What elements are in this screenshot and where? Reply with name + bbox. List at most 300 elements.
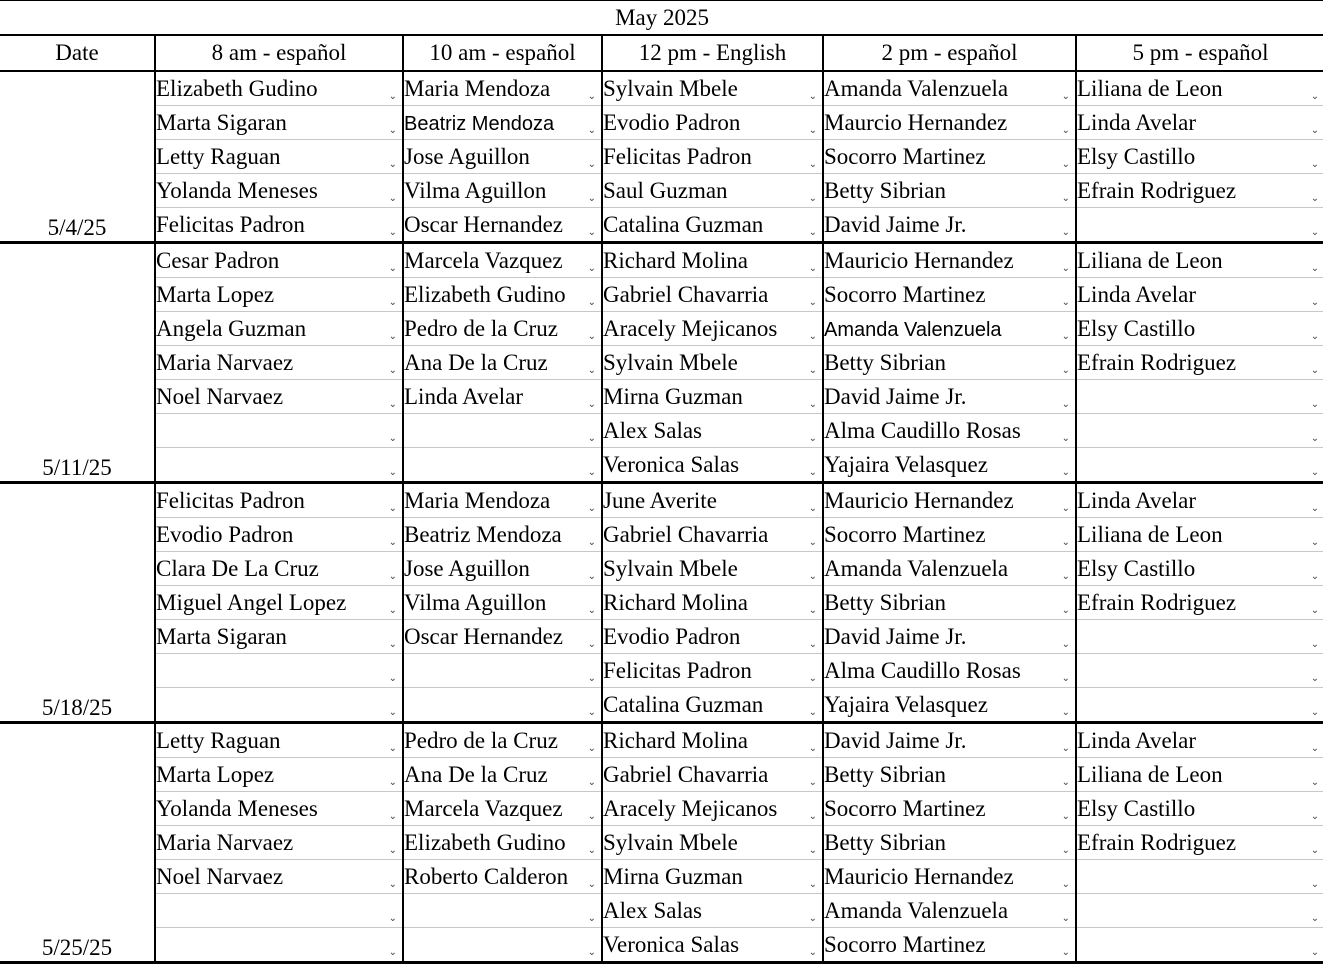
- chevron-down-icon[interactable]: ⌄: [808, 639, 817, 650]
- chevron-down-icon[interactable]: ⌄: [1061, 227, 1070, 238]
- chevron-down-icon[interactable]: ⌄: [808, 743, 817, 754]
- volunteer-dropdown-cell[interactable]: [823, 174, 1076, 208]
- chevron-down-icon[interactable]: ⌄: [388, 879, 397, 890]
- chevron-down-icon[interactable]: ⌄: [388, 777, 397, 788]
- volunteer-dropdown-cell[interactable]: [155, 208, 403, 243]
- chevron-down-icon[interactable]: ⌄: [1061, 605, 1070, 616]
- volunteer-dropdown-cell[interactable]: [602, 894, 823, 928]
- volunteer-dropdown-cell[interactable]: [403, 414, 602, 448]
- volunteer-dropdown-cell[interactable]: [602, 312, 823, 346]
- chevron-down-icon[interactable]: ⌄: [1061, 503, 1070, 514]
- volunteer-dropdown-cell[interactable]: [1076, 586, 1323, 620]
- volunteer-dropdown-cell[interactable]: [403, 312, 602, 346]
- volunteer-dropdown-cell[interactable]: [155, 243, 403, 278]
- volunteer-dropdown-cell[interactable]: [403, 346, 602, 380]
- volunteer-dropdown-cell[interactable]: [823, 586, 1076, 620]
- volunteer-dropdown-cell[interactable]: [155, 278, 403, 312]
- volunteer-dropdown-cell[interactable]: [1076, 792, 1323, 826]
- volunteer-dropdown-cell[interactable]: [1076, 552, 1323, 586]
- volunteer-name: Gabriel Chavarria: [603, 521, 769, 547]
- volunteer-dropdown-cell[interactable]: [602, 174, 823, 208]
- volunteer-dropdown-cell[interactable]: [403, 106, 602, 140]
- chevron-down-icon[interactable]: ⌄: [808, 537, 817, 548]
- chevron-down-icon[interactable]: ⌄: [388, 193, 397, 204]
- chevron-down-icon[interactable]: ⌄: [388, 605, 397, 616]
- chevron-down-icon[interactable]: ⌄: [808, 879, 817, 890]
- volunteer-name: Maria Narvaez: [156, 829, 294, 855]
- chevron-down-icon[interactable]: ⌄: [1061, 91, 1070, 102]
- table-row: [0, 174, 1323, 208]
- chevron-down-icon[interactable]: ⌄: [808, 467, 817, 478]
- chevron-down-icon[interactable]: ⌄: [388, 743, 397, 754]
- chevron-down-icon[interactable]: ⌄: [1061, 331, 1070, 342]
- volunteer-dropdown-cell[interactable]: [403, 758, 602, 792]
- volunteer-dropdown-cell[interactable]: [602, 860, 823, 894]
- chevron-down-icon[interactable]: ⌄: [388, 365, 397, 376]
- chevron-down-icon[interactable]: ⌄: [1061, 433, 1070, 444]
- chevron-down-icon[interactable]: ⌄: [1061, 913, 1070, 924]
- table-row: [0, 688, 1323, 723]
- volunteer-dropdown-cell[interactable]: [403, 552, 602, 586]
- volunteer-name: Elsy Castillo: [1077, 795, 1196, 821]
- chevron-down-icon[interactable]: ⌄: [1310, 193, 1320, 204]
- volunteer-dropdown-cell[interactable]: [403, 586, 602, 620]
- volunteer-dropdown-cell[interactable]: [823, 518, 1076, 552]
- volunteer-dropdown-cell[interactable]: [602, 208, 823, 243]
- header-12pm: 12 pm - English: [602, 35, 823, 71]
- volunteer-dropdown-cell[interactable]: [155, 414, 403, 448]
- volunteer-dropdown-cell[interactable]: [1076, 243, 1323, 278]
- volunteer-dropdown-cell[interactable]: [1076, 106, 1323, 140]
- volunteer-dropdown-cell[interactable]: [823, 278, 1076, 312]
- chevron-down-icon[interactable]: ⌄: [587, 947, 596, 958]
- chevron-down-icon[interactable]: ⌄: [587, 125, 596, 136]
- chevron-down-icon[interactable]: ⌄: [808, 227, 817, 238]
- volunteer-dropdown-cell[interactable]: [403, 860, 602, 894]
- chevron-down-icon[interactable]: ⌄: [587, 879, 596, 890]
- table-row: [0, 723, 1323, 758]
- chevron-down-icon[interactable]: ⌄: [1310, 673, 1320, 684]
- chevron-down-icon[interactable]: ⌄: [587, 193, 596, 204]
- chevron-down-icon[interactable]: ⌄: [1061, 297, 1070, 308]
- volunteer-dropdown-cell[interactable]: [602, 243, 823, 278]
- chevron-down-icon[interactable]: ⌄: [808, 605, 817, 616]
- chevron-down-icon[interactable]: ⌄: [1061, 263, 1070, 274]
- chevron-down-icon[interactable]: ⌄: [1061, 845, 1070, 856]
- chevron-down-icon[interactable]: ⌄: [1061, 467, 1070, 478]
- chevron-down-icon[interactable]: ⌄: [587, 571, 596, 582]
- volunteer-dropdown-cell[interactable]: [1076, 346, 1323, 380]
- chevron-down-icon[interactable]: ⌄: [808, 811, 817, 822]
- volunteer-dropdown-cell[interactable]: [403, 723, 602, 758]
- volunteer-dropdown-cell[interactable]: [1076, 448, 1323, 483]
- volunteer-dropdown-cell[interactable]: [823, 243, 1076, 278]
- chevron-down-icon[interactable]: ⌄: [1310, 777, 1320, 788]
- volunteer-dropdown-cell[interactable]: [155, 826, 403, 860]
- chevron-down-icon[interactable]: ⌄: [1310, 947, 1320, 958]
- chevron-down-icon[interactable]: ⌄: [1310, 399, 1320, 410]
- volunteer-dropdown-cell[interactable]: [155, 723, 403, 758]
- volunteer-dropdown-cell[interactable]: [1076, 654, 1323, 688]
- volunteer-dropdown-cell[interactable]: [1076, 71, 1323, 106]
- volunteer-name: Liliana de Leon: [1077, 761, 1223, 787]
- table-row: [0, 654, 1323, 688]
- chevron-down-icon[interactable]: ⌄: [1310, 433, 1320, 444]
- volunteer-dropdown-cell[interactable]: [1076, 483, 1323, 518]
- volunteer-dropdown-cell[interactable]: [403, 208, 602, 243]
- chevron-down-icon[interactable]: ⌄: [1061, 399, 1070, 410]
- volunteer-dropdown-cell[interactable]: [155, 380, 403, 414]
- chevron-down-icon[interactable]: ⌄: [587, 91, 596, 102]
- volunteer-dropdown-cell[interactable]: [403, 792, 602, 826]
- chevron-down-icon[interactable]: ⌄: [1061, 743, 1070, 754]
- chevron-down-icon[interactable]: ⌄: [1310, 639, 1320, 650]
- volunteer-dropdown-cell[interactable]: [823, 860, 1076, 894]
- volunteer-name: Mauricio Hernandez: [824, 247, 1014, 273]
- volunteer-name: Mirna Guzman: [603, 383, 743, 409]
- volunteer-name: Yajaira Velasquez: [824, 691, 988, 717]
- volunteer-dropdown-cell[interactable]: [823, 928, 1076, 963]
- chevron-down-icon[interactable]: ⌄: [388, 467, 397, 478]
- volunteer-name: Richard Molina: [603, 727, 748, 753]
- chevron-down-icon[interactable]: ⌄: [587, 913, 596, 924]
- volunteer-dropdown-cell[interactable]: [602, 346, 823, 380]
- volunteer-dropdown-cell[interactable]: [403, 448, 602, 483]
- volunteer-name: Aracely Mejicanos: [603, 315, 778, 341]
- chevron-down-icon[interactable]: ⌄: [808, 365, 817, 376]
- chevron-down-icon[interactable]: ⌄: [388, 537, 397, 548]
- volunteer-dropdown-cell[interactable]: [823, 894, 1076, 928]
- chevron-down-icon[interactable]: ⌄: [388, 913, 397, 924]
- volunteer-dropdown-cell[interactable]: [403, 688, 602, 723]
- chevron-down-icon[interactable]: ⌄: [1310, 503, 1320, 514]
- chevron-down-icon[interactable]: ⌄: [388, 707, 397, 718]
- chevron-down-icon[interactable]: ⌄: [1061, 777, 1070, 788]
- volunteer-dropdown-cell[interactable]: [1076, 688, 1323, 723]
- chevron-down-icon[interactable]: ⌄: [1310, 811, 1320, 822]
- chevron-down-icon[interactable]: ⌄: [587, 537, 596, 548]
- table-row: [0, 278, 1323, 312]
- volunteer-dropdown-cell[interactable]: [403, 71, 602, 106]
- chevron-down-icon[interactable]: ⌄: [587, 399, 596, 410]
- chevron-down-icon[interactable]: ⌄: [587, 743, 596, 754]
- volunteer-dropdown-cell[interactable]: [1076, 758, 1323, 792]
- volunteer-dropdown-cell[interactable]: [155, 654, 403, 688]
- volunteer-dropdown-cell[interactable]: [403, 826, 602, 860]
- volunteer-dropdown-cell[interactable]: [155, 106, 403, 140]
- chevron-down-icon[interactable]: ⌄: [1061, 193, 1070, 204]
- volunteer-name: Roberto Calderon: [404, 863, 569, 889]
- chevron-down-icon[interactable]: ⌄: [388, 263, 397, 274]
- volunteer-dropdown-cell[interactable]: [602, 483, 823, 518]
- volunteer-dropdown-cell[interactable]: [155, 71, 403, 106]
- chevron-down-icon[interactable]: ⌄: [1310, 605, 1320, 616]
- volunteer-dropdown-cell[interactable]: [155, 928, 403, 963]
- volunteer-dropdown-cell[interactable]: [155, 483, 403, 518]
- volunteer-name: Sylvain Mbele: [603, 75, 738, 101]
- volunteer-dropdown-cell[interactable]: [403, 174, 602, 208]
- volunteer-name: Marta Lopez: [156, 281, 275, 307]
- volunteer-dropdown-cell[interactable]: [155, 140, 403, 174]
- chevron-down-icon[interactable]: ⌄: [1310, 331, 1320, 342]
- table-row: [0, 243, 1323, 278]
- chevron-down-icon[interactable]: ⌄: [388, 947, 397, 958]
- chevron-down-icon[interactable]: ⌄: [587, 263, 596, 274]
- volunteer-dropdown-cell[interactable]: [823, 380, 1076, 414]
- table-row: [0, 894, 1323, 928]
- volunteer-dropdown-cell[interactable]: [823, 414, 1076, 448]
- volunteer-dropdown-cell[interactable]: [823, 448, 1076, 483]
- chevron-down-icon[interactable]: ⌄: [1061, 537, 1070, 548]
- chevron-down-icon[interactable]: ⌄: [587, 605, 596, 616]
- table-row: [0, 758, 1323, 792]
- chevron-down-icon[interactable]: ⌄: [587, 503, 596, 514]
- volunteer-dropdown-cell[interactable]: [1076, 894, 1323, 928]
- table-row: [0, 208, 1323, 243]
- chevron-down-icon[interactable]: ⌄: [1310, 707, 1320, 718]
- chevron-down-icon[interactable]: ⌄: [587, 227, 596, 238]
- volunteer-name: Richard Molina: [603, 247, 748, 273]
- volunteer-dropdown-cell[interactable]: [155, 518, 403, 552]
- chevron-down-icon[interactable]: ⌄: [808, 91, 817, 102]
- chevron-down-icon[interactable]: ⌄: [587, 331, 596, 342]
- table-row: [0, 826, 1323, 860]
- chevron-down-icon[interactable]: ⌄: [388, 125, 397, 136]
- chevron-down-icon[interactable]: ⌄: [1061, 571, 1070, 582]
- volunteer-dropdown-cell[interactable]: [403, 140, 602, 174]
- chevron-down-icon[interactable]: ⌄: [388, 811, 397, 822]
- volunteer-dropdown-cell[interactable]: [403, 380, 602, 414]
- volunteer-dropdown-cell[interactable]: [823, 826, 1076, 860]
- volunteer-dropdown-cell[interactable]: [602, 106, 823, 140]
- volunteer-dropdown-cell[interactable]: [155, 860, 403, 894]
- volunteer-dropdown-cell[interactable]: [403, 894, 602, 928]
- volunteer-dropdown-cell[interactable]: [823, 758, 1076, 792]
- chevron-down-icon[interactable]: ⌄: [1310, 571, 1320, 582]
- volunteer-dropdown-cell[interactable]: [403, 518, 602, 552]
- volunteer-dropdown-cell[interactable]: [823, 620, 1076, 654]
- volunteer-dropdown-cell[interactable]: [155, 688, 403, 723]
- chevron-down-icon[interactable]: ⌄: [808, 947, 817, 958]
- volunteer-name: Letty Raguan: [156, 143, 281, 169]
- chevron-down-icon[interactable]: ⌄: [1310, 125, 1320, 136]
- chevron-down-icon[interactable]: ⌄: [388, 331, 397, 342]
- chevron-down-icon[interactable]: ⌄: [808, 125, 817, 136]
- volunteer-dropdown-cell[interactable]: [823, 688, 1076, 723]
- volunteer-dropdown-cell[interactable]: [1076, 174, 1323, 208]
- chevron-down-icon[interactable]: ⌄: [587, 845, 596, 856]
- chevron-down-icon[interactable]: ⌄: [808, 399, 817, 410]
- volunteer-dropdown-cell[interactable]: [155, 792, 403, 826]
- chevron-down-icon[interactable]: ⌄: [808, 263, 817, 274]
- chevron-down-icon[interactable]: ⌄: [808, 673, 817, 684]
- volunteer-dropdown-cell[interactable]: [602, 654, 823, 688]
- chevron-down-icon[interactable]: ⌄: [1061, 365, 1070, 376]
- volunteer-dropdown-cell[interactable]: [403, 928, 602, 963]
- volunteer-dropdown-cell[interactable]: [1076, 380, 1323, 414]
- chevron-down-icon[interactable]: ⌄: [808, 845, 817, 856]
- chevron-down-icon[interactable]: ⌄: [808, 913, 817, 924]
- volunteer-dropdown-cell[interactable]: [823, 723, 1076, 758]
- chevron-down-icon[interactable]: ⌄: [1310, 297, 1320, 308]
- volunteer-dropdown-cell[interactable]: [155, 346, 403, 380]
- chevron-down-icon[interactable]: ⌄: [587, 811, 596, 822]
- volunteer-dropdown-cell[interactable]: [403, 620, 602, 654]
- chevron-down-icon[interactable]: ⌄: [388, 297, 397, 308]
- volunteer-name: Yajaira Velasquez: [824, 451, 988, 477]
- table-row: [0, 620, 1323, 654]
- chevron-down-icon[interactable]: ⌄: [1061, 125, 1070, 136]
- volunteer-dropdown-cell[interactable]: [1076, 208, 1323, 243]
- chevron-down-icon[interactable]: ⌄: [1061, 707, 1070, 718]
- chevron-down-icon[interactable]: ⌄: [808, 433, 817, 444]
- volunteer-dropdown-cell[interactable]: [823, 71, 1076, 106]
- volunteer-dropdown-cell[interactable]: [602, 278, 823, 312]
- volunteer-dropdown-cell[interactable]: [1076, 140, 1323, 174]
- volunteer-dropdown-cell[interactable]: [602, 586, 823, 620]
- volunteer-dropdown-cell[interactable]: [155, 552, 403, 586]
- chevron-down-icon[interactable]: ⌄: [587, 297, 596, 308]
- volunteer-dropdown-cell[interactable]: [1076, 928, 1323, 963]
- chevron-down-icon[interactable]: ⌄: [1061, 879, 1070, 890]
- volunteer-dropdown-cell[interactable]: [1076, 518, 1323, 552]
- chevron-down-icon[interactable]: ⌄: [1310, 743, 1320, 754]
- volunteer-dropdown-cell[interactable]: [403, 278, 602, 312]
- volunteer-dropdown-cell[interactable]: [602, 826, 823, 860]
- volunteer-dropdown-cell[interactable]: [823, 312, 1076, 346]
- chevron-down-icon[interactable]: ⌄: [1310, 159, 1320, 170]
- chevron-down-icon[interactable]: ⌄: [587, 159, 596, 170]
- chevron-down-icon[interactable]: ⌄: [587, 673, 596, 684]
- chevron-down-icon[interactable]: ⌄: [587, 639, 596, 650]
- chevron-down-icon[interactable]: ⌄: [388, 845, 397, 856]
- volunteer-dropdown-cell[interactable]: [602, 71, 823, 106]
- chevron-down-icon[interactable]: ⌄: [1310, 263, 1320, 274]
- table-row: [0, 380, 1323, 414]
- volunteer-dropdown-cell[interactable]: [602, 792, 823, 826]
- chevron-down-icon[interactable]: ⌄: [587, 467, 596, 478]
- volunteer-dropdown-cell[interactable]: [155, 758, 403, 792]
- volunteer-dropdown-cell[interactable]: [1076, 620, 1323, 654]
- volunteer-dropdown-cell[interactable]: [823, 346, 1076, 380]
- volunteer-name: Yolanda Meneses: [156, 795, 318, 821]
- volunteer-dropdown-cell[interactable]: [602, 380, 823, 414]
- volunteer-dropdown-cell[interactable]: [602, 723, 823, 758]
- chevron-down-icon[interactable]: ⌄: [388, 433, 397, 444]
- volunteer-dropdown-cell[interactable]: [1076, 723, 1323, 758]
- volunteer-name: Linda Avelar: [1077, 487, 1196, 513]
- volunteer-dropdown-cell[interactable]: [155, 312, 403, 346]
- volunteer-name: Vilma Aguillon: [404, 177, 547, 203]
- chevron-down-icon[interactable]: ⌄: [388, 399, 397, 410]
- chevron-down-icon[interactable]: ⌄: [388, 673, 397, 684]
- chevron-down-icon[interactable]: ⌄: [388, 159, 397, 170]
- chevron-down-icon[interactable]: ⌄: [808, 297, 817, 308]
- volunteer-dropdown-cell[interactable]: [823, 654, 1076, 688]
- chevron-down-icon[interactable]: ⌄: [1061, 947, 1070, 958]
- volunteer-dropdown-cell[interactable]: [403, 654, 602, 688]
- volunteer-name: Socorro Martinez: [824, 143, 986, 169]
- chevron-down-icon[interactable]: ⌄: [388, 639, 397, 650]
- volunteer-dropdown-cell[interactable]: [155, 620, 403, 654]
- chevron-down-icon[interactable]: ⌄: [808, 503, 817, 514]
- volunteer-dropdown-cell[interactable]: [602, 928, 823, 963]
- chevron-down-icon[interactable]: ⌄: [808, 159, 817, 170]
- chevron-down-icon[interactable]: ⌄: [388, 503, 397, 514]
- volunteer-dropdown-cell[interactable]: [602, 140, 823, 174]
- volunteer-dropdown-cell[interactable]: [602, 414, 823, 448]
- volunteer-dropdown-cell[interactable]: [823, 792, 1076, 826]
- volunteer-dropdown-cell[interactable]: [602, 688, 823, 723]
- volunteer-name: Marcela Vazquez: [404, 795, 563, 821]
- volunteer-dropdown-cell[interactable]: [403, 243, 602, 278]
- chevron-down-icon[interactable]: ⌄: [587, 365, 596, 376]
- chevron-down-icon[interactable]: ⌄: [388, 227, 397, 238]
- chevron-down-icon[interactable]: ⌄: [1310, 365, 1320, 376]
- volunteer-dropdown-cell[interactable]: [602, 620, 823, 654]
- volunteer-dropdown-cell[interactable]: [155, 448, 403, 483]
- volunteer-name: Efrain Rodriguez: [1077, 829, 1237, 855]
- volunteer-dropdown-cell[interactable]: [155, 174, 403, 208]
- chevron-down-icon[interactable]: ⌄: [587, 777, 596, 788]
- volunteer-dropdown-cell[interactable]: [823, 483, 1076, 518]
- volunteer-name: Maria Mendoza: [404, 75, 551, 101]
- chevron-down-icon[interactable]: ⌄: [1061, 639, 1070, 650]
- chevron-down-icon[interactable]: ⌄: [388, 571, 397, 582]
- volunteer-name: Gabriel Chavarria: [603, 761, 769, 787]
- chevron-down-icon[interactable]: ⌄: [1310, 537, 1320, 548]
- volunteer-dropdown-cell[interactable]: [1076, 312, 1323, 346]
- chevron-down-icon[interactable]: ⌄: [1310, 91, 1320, 102]
- volunteer-dropdown-cell[interactable]: [1076, 826, 1323, 860]
- chevron-down-icon[interactable]: ⌄: [1310, 879, 1320, 890]
- chevron-down-icon[interactable]: ⌄: [1061, 673, 1070, 684]
- volunteer-dropdown-cell[interactable]: [602, 758, 823, 792]
- volunteer-dropdown-cell[interactable]: [602, 448, 823, 483]
- table-row: [0, 312, 1323, 346]
- chevron-down-icon[interactable]: ⌄: [1061, 159, 1070, 170]
- volunteer-dropdown-cell[interactable]: [602, 552, 823, 586]
- volunteer-name: Elizabeth Gudino: [404, 281, 566, 307]
- chevron-down-icon[interactable]: ⌄: [808, 777, 817, 788]
- volunteer-name: Evodio Padron: [603, 623, 741, 649]
- chevron-down-icon[interactable]: ⌄: [388, 91, 397, 102]
- volunteer-dropdown-cell[interactable]: [155, 586, 403, 620]
- chevron-down-icon[interactable]: ⌄: [1310, 845, 1320, 856]
- volunteer-dropdown-cell[interactable]: [823, 208, 1076, 243]
- chevron-down-icon[interactable]: ⌄: [587, 433, 596, 444]
- chevron-down-icon[interactable]: ⌄: [1310, 913, 1320, 924]
- chevron-down-icon[interactable]: ⌄: [808, 571, 817, 582]
- chevron-down-icon[interactable]: ⌄: [808, 193, 817, 204]
- volunteer-dropdown-cell[interactable]: [403, 483, 602, 518]
- volunteer-dropdown-cell[interactable]: [1076, 278, 1323, 312]
- volunteer-dropdown-cell[interactable]: [823, 106, 1076, 140]
- chevron-down-icon[interactable]: ⌄: [1310, 467, 1320, 478]
- chevron-down-icon[interactable]: ⌄: [587, 707, 596, 718]
- volunteer-dropdown-cell[interactable]: [1076, 414, 1323, 448]
- chevron-down-icon[interactable]: ⌄: [808, 331, 817, 342]
- chevron-down-icon[interactable]: ⌄: [1310, 227, 1320, 238]
- volunteer-dropdown-cell[interactable]: [155, 894, 403, 928]
- volunteer-dropdown-cell[interactable]: [602, 518, 823, 552]
- chevron-down-icon[interactable]: ⌄: [808, 707, 817, 718]
- volunteer-dropdown-cell[interactable]: [823, 140, 1076, 174]
- header-5pm: 5 pm - español: [1076, 35, 1323, 71]
- volunteer-dropdown-cell[interactable]: [1076, 860, 1323, 894]
- volunteer-dropdown-cell[interactable]: [823, 552, 1076, 586]
- chevron-down-icon[interactable]: ⌄: [1061, 811, 1070, 822]
